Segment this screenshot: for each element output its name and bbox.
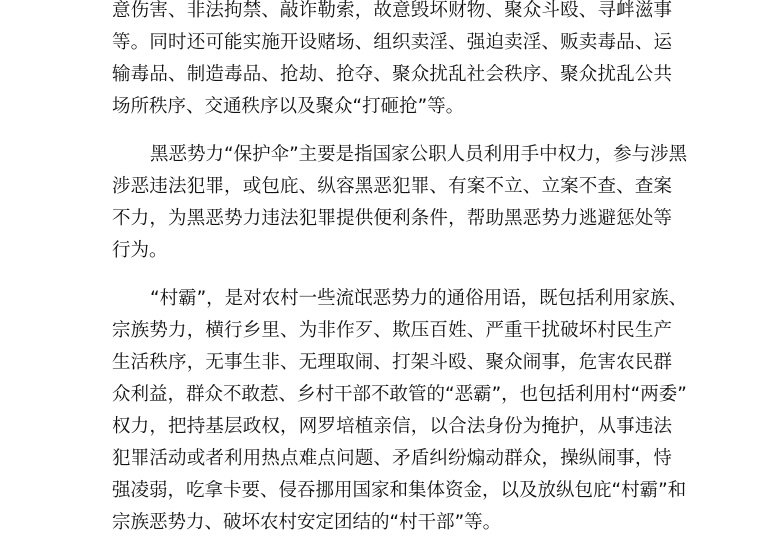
text-line: 不力，为黑恶势力违法犯罪提供便利条件，帮助黑恶势力逃避惩处等 <box>112 208 672 229</box>
paragraph-crime-types <box>112 0 672 123</box>
paragraph-protective-umbrella <box>112 139 688 267</box>
text-line: 黑恶势力“保护伞”主要是指国家公职人员利用手中权力，参与涉黑 <box>150 144 688 165</box>
text-line: 众利益，群众不敢惹、乡村干部不敢管的“恶霸”，也包括利用村“两委” <box>112 384 687 405</box>
paragraph-gap <box>112 123 672 139</box>
text-line: 强凌弱，吃拿卡要、侵吞挪用国家和集体资金，以及放纵包庇“村霸”和 <box>112 480 687 501</box>
text-line: 宗族恶势力、破坏农村安定团结的“村干部”等。 <box>112 512 502 533</box>
text-line: “村霸”，是对农村一些流氓恶势力的通俗用语，既包括利用家族、 <box>150 288 688 309</box>
text-line: 宗族势力，横行乡里、为非作歹、欺压百姓、严重干扰破坏村民生产 <box>112 320 672 341</box>
text-line: 场所秩序、交通秩序以及聚众“打砸抢”等。 <box>112 96 465 117</box>
text-line: 涉恶违法犯罪，或包庇、纵容黑恶犯罪、有案不立、立案不查、查案 <box>112 176 672 197</box>
text-line: 权力，把持基层政权，网罗培植亲信，以合法身份为掩护，从事违法 <box>112 416 672 437</box>
document-page <box>112 0 688 539</box>
text-line: 生活秩序，无事生非、无理取闹、打架斗殴、聚众闹事，危害农民群 <box>112 352 672 373</box>
text-line: 意伤害、非法拘禁、敲诈勒索，故意毁坏财物、聚众斗殴、寻衅滋事 <box>112 0 672 21</box>
paragraph-gap <box>112 267 672 283</box>
text-line: 行为。 <box>112 240 168 261</box>
text-line: 输毒品、制造毒品、抢劫、抢夺、聚众扰乱社会秩序、聚众扰乱公共 <box>112 64 672 85</box>
paragraph-village-bully <box>112 283 688 539</box>
text-line: 等。同时还可能实施开设赌场、组织卖淫、强迫卖淫、贩卖毒品、运 <box>112 32 672 53</box>
text-line: 犯罪活动或者利用热点难点问题、矛盾纠纷煽动群众，操纵闹事，恃 <box>112 448 672 469</box>
